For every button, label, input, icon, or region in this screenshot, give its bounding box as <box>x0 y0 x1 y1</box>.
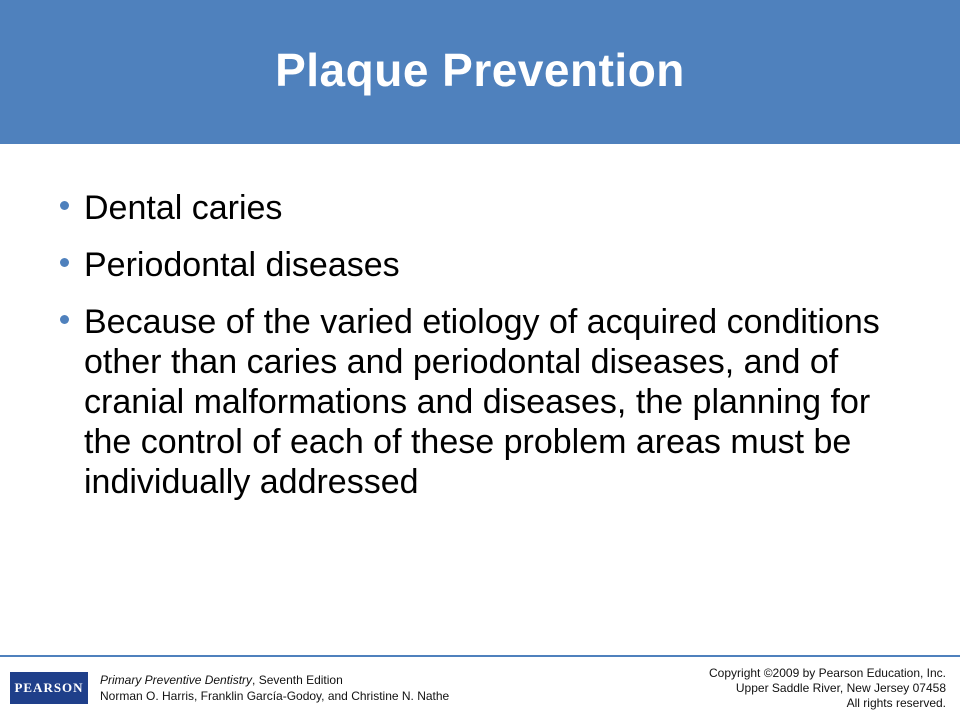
pearson-logo <box>10 672 88 704</box>
bullet-item <box>58 245 898 285</box>
bullet-item <box>58 188 898 228</box>
book-title: Primary Preventive Dentistry <box>100 673 253 687</box>
title-bar <box>0 0 960 144</box>
footer-divider <box>0 655 960 657</box>
book-title-line <box>100 672 449 688</box>
bullet-text: Because of the varied etiology of acquired conditions other than caries and periodontal diseases, and of cranial malformations and diseases, the planning for the control of each of these problem areas must be individually addressed <box>84 303 880 501</box>
logo-text: PEARSON <box>14 680 84 695</box>
copyright-block <box>709 666 946 711</box>
bullet-icon <box>60 315 69 324</box>
bullet-icon <box>60 201 69 210</box>
bullet-icon <box>60 258 69 267</box>
bullet-item <box>58 302 898 502</box>
bullet-text: Dental caries <box>84 189 283 227</box>
slide-title: Plaque Prevention <box>275 44 685 96</box>
bullet-list <box>58 188 898 519</box>
book-edition: , Seventh Edition <box>252 673 343 687</box>
book-authors: Norman O. Harris, Franklin García-Godoy, and Christine N. Nathe <box>100 689 450 703</box>
book-citation <box>100 672 449 704</box>
bullet-text: Periodontal diseases <box>84 246 400 284</box>
copyright-address: Upper Saddle River, New Jersey 07458 <box>735 681 946 695</box>
copyright-line: Copyright ©2009 by Pearson Education, Inc. <box>709 666 946 680</box>
copyright-rights: All rights reserved. <box>846 696 946 710</box>
